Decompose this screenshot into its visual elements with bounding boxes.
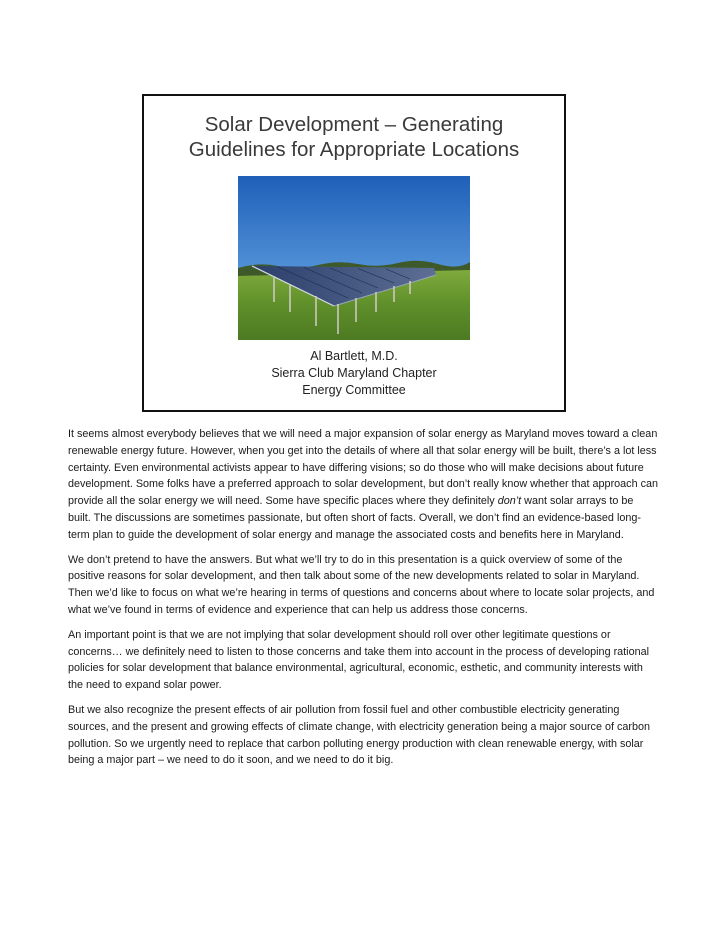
paragraph-1-part-a: It seems almost everybody believes that we will need a major expansion of solar energy as Maryland moves toward a clean renewable energy future. However, when you get into the details of where all that solar energy will be built, there’s a lot less certainty. Even environmental activists appear to have differing visions; so do those who will make decisions about future development. Some folks have a preferred approach to solar development, but don’t really know whether that approach can provide all the solar energy we will need. Some have specific places where they definitely xyxy=(68,428,658,508)
slide-title-line-2: Guidelines for Appropriate Locations xyxy=(188,138,520,161)
paragraph-4: But we also recognize the present effects of air pollution from fossil fuel and other combustible electricity generating sources, and the present and growing effects of climate change, with electricity generation being a major source of carbon pollution. So we urgently need to replace that carbon polluting energy production with clean renewable energy, with solar being a major part – we need to do it soon, and we need to do it big. xyxy=(68,703,650,767)
slide-title-line-1: Solar Development – Generating xyxy=(204,113,504,136)
author-organization: Sierra Club Maryland Chapter xyxy=(271,366,437,380)
solar-panel-photo xyxy=(238,176,470,340)
paragraph-1-part-b: want solar arrays to be built. The discussions are sometimes passionate, but often short of facts. Overall, we don’t find an evidence-based long-term plan to guide the development of solar energy and manage the associated costs and benefits here in Maryland. xyxy=(68,495,641,541)
paragraph-2: We don’t pretend to have the answers. But what we’ll try to do in this presentation is a quick overview of some of the positive reasons for solar development, and then talk about some of the new developments related to solar in Maryland. Then we’d like to focus on what we’re hearing in terms of questions and concerns about where to locate solar projects, and what we’ve found in terms of evidence and experience that can help us address those concerns. xyxy=(68,553,655,616)
author-name: Al Bartlett, M.D. xyxy=(310,349,398,363)
document-body xyxy=(68,426,658,777)
paragraph-1-emphasis: don’t xyxy=(497,495,522,508)
author-committee: Energy Committee xyxy=(302,383,406,397)
title-slide xyxy=(142,94,566,412)
paragraph-1 xyxy=(68,426,658,544)
paragraph-3: An important point is that we are not implying that solar development should roll over other legitimate questions or concerns… we definitely need to listen to those concerns and take them into account in the process of developing rational policies for solar development that balance environmental, agricultural, economic, esthetic, and community interests with the need to expand solar power. xyxy=(68,628,649,692)
slide-author-block xyxy=(144,348,564,399)
slide-title xyxy=(144,112,564,162)
